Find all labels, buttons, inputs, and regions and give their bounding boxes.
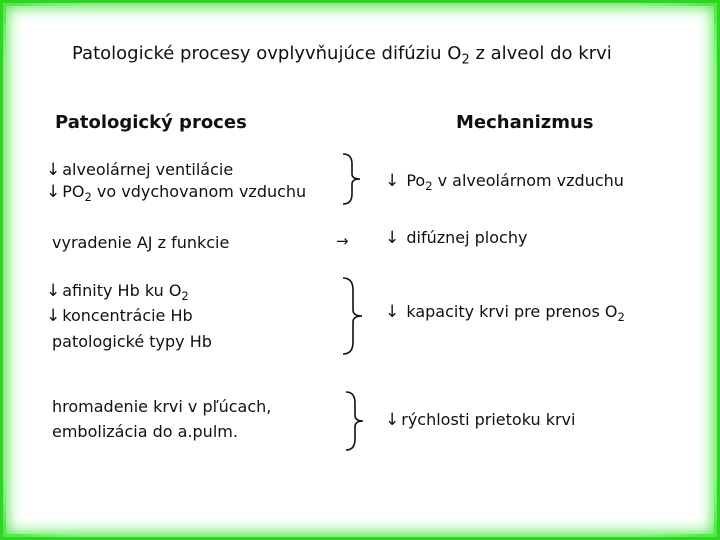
brace-icon (343, 390, 367, 452)
arrow-down-icon: ↓ (385, 302, 400, 322)
row3-mechanism: ↓ kapacity krvi pre prenos $O_2$ (385, 302, 625, 325)
header-mechanism: Mechanizmus (456, 112, 594, 133)
arrow-down-icon: ↓ (46, 182, 61, 202)
row1-left-line2: ↓ $PO_2$ vo vdychovanom vzduchu (46, 182, 307, 205)
row3-left-line1: ↓ afinity Hb ku $O_2$ (46, 281, 189, 304)
row4-left-line1: hromadenie krvi v pľúcach, (52, 397, 272, 416)
row1-mechanism: ↓ $Po_2$ v alveolárnom vzduchu (385, 171, 624, 194)
slide-canvas (6, 6, 714, 534)
row3-left-line3: patologické typy Hb (52, 332, 212, 351)
arrow-down-icon: ↓ (46, 160, 61, 180)
slide-title: Patologické procesy ovplyvňujúce difúziu $O_2$ z alveol do krvi (72, 43, 612, 68)
brace-icon (340, 152, 364, 206)
row4-left-line2: embolizácia do a.pulm. (52, 422, 238, 441)
row2-left-line1: vyradenie AJ z funkcie (52, 233, 230, 252)
right-arrow-icon: → (336, 232, 349, 250)
row1-left-line1: ↓ alveolárnej ventilácie (46, 160, 234, 180)
row3-left-line2: ↓ koncentrácie Hb (46, 306, 193, 326)
header-pathological-process: Patologický proces (55, 112, 247, 133)
arrow-down-icon: ↓ (385, 171, 400, 191)
row2-mechanism: ↓ difúznej plochy (385, 228, 528, 248)
row4-mechanism: ↓ rýchlosti prietoku krvi (385, 410, 576, 430)
arrow-down-icon: ↓ (46, 281, 61, 301)
arrow-down-icon: ↓ (385, 410, 400, 430)
arrow-down-icon: ↓ (46, 306, 61, 326)
arrow-down-icon: ↓ (385, 228, 400, 248)
brace-icon (340, 276, 366, 356)
